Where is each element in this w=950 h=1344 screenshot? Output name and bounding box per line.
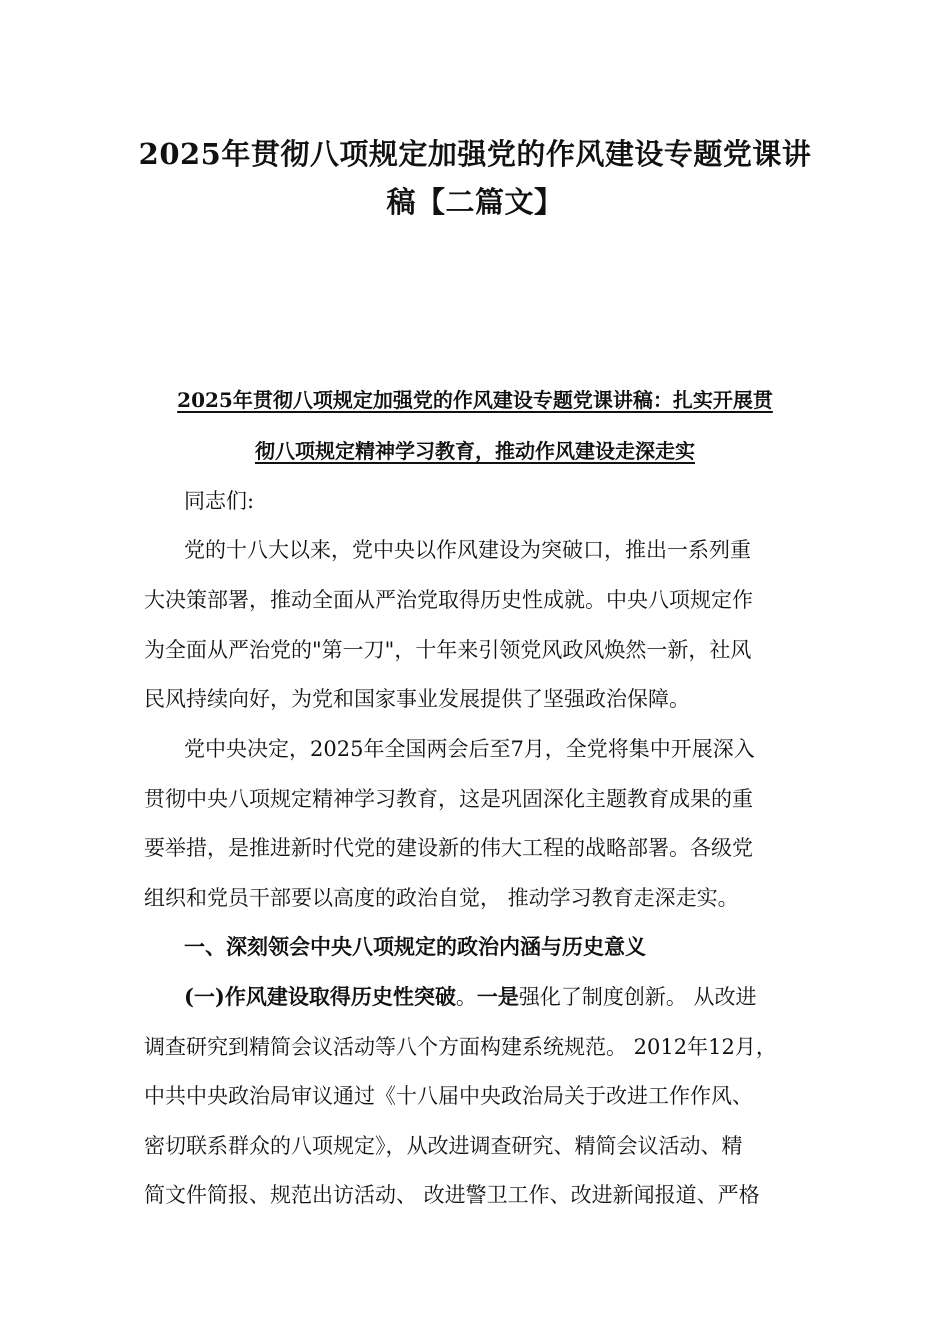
document-title-line-1: 2025年贯彻八项规定加强党的作风建设专题党课讲 — [138, 137, 812, 171]
paragraph-1-line: 民风持续向好，为党和国家事业发展提供了坚强政治保障。 — [144, 687, 690, 711]
point-marker: 一是 — [476, 984, 519, 1009]
subtitle-text-2: 彻八项规定精神学习教育，推动作风建设走深走实 — [255, 439, 695, 463]
section-subtitle-line-1 — [140, 385, 810, 415]
paragraph-3-line: 中共中央政治局审议通过《十八届中央政治局关于改进工作作风、 — [144, 1084, 753, 1108]
paragraph-2-line: 要举措，是推进新时代党的建设新的伟大工程的战略部署。各级党 — [144, 836, 753, 860]
paragraph-1-line: 大决策部署，推动全面从严治党取得历史性成就。中央八项规定作 — [144, 588, 753, 612]
paragraph-2-line: 党中央决定，2025年全国两会后至7月，全党将集中开展深入 — [184, 737, 755, 761]
paragraph-1-line: 党的十八大以来，党中央以作风建设为突破口，推出一系列重 — [184, 538, 751, 562]
paragraph-3-lead-text: 强化了制度创新。 从改进 — [518, 985, 757, 1009]
subheading-1: (一)作风建设取得历史性突破 — [184, 984, 456, 1009]
document-title-line-2: 稿【二篇文】 — [386, 185, 564, 219]
subtitle-text-1: 2025年贯彻八项规定加强党的作风建设专题党课讲稿：扎实开展贯 — [177, 388, 773, 412]
paragraph-3-line: 密切联系群众的八项规定》，从改进调查研究、精简会议活动、精 — [144, 1134, 743, 1158]
salutation: 同志们: — [184, 489, 255, 513]
paragraph-3-line: 简文件简报、规范出访活动、 改进警卫工作、改进新闻报道、严格 — [144, 1183, 760, 1207]
subheading-period: 。 — [455, 985, 477, 1009]
paragraph-2-line: 贯彻中央八项规定精神学习教育，这是巩固深化主题教育成果的重 — [144, 787, 753, 811]
section-subtitle-line-2 — [140, 436, 810, 466]
paragraph-3-first-line — [184, 982, 824, 1012]
paragraph-3-line: 调查研究到精简会议活动等八个方面构建系统规范。 2012年12月， — [144, 1035, 777, 1059]
paragraph-2-line: 组织和党员干部要以高度的政治自觉， 推动学习教育走深走实。 — [144, 886, 739, 910]
paragraph-1-line: 为全面从严治党的"第一刀"，十年来引领党风政风焕然一新，社风 — [144, 638, 752, 662]
heading-1: 一、深刻领会中央八项规定的政治内涵与历史意义 — [184, 934, 646, 959]
